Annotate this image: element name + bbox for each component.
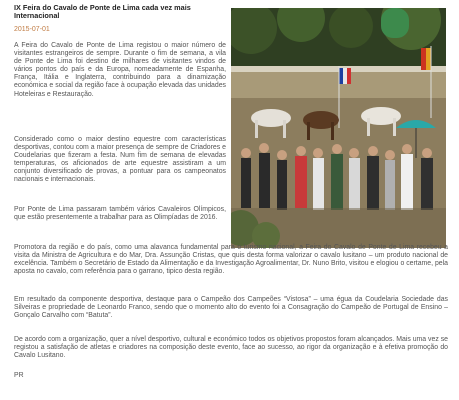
article-paragraph: Considerado como o maior destino equestre com características desportivas, contou com a maior presença de sempre de Criadores e Coudelarias que fizeram a festa. Num fim de semana de elevadas temperaturas, os aficionados de arte equestre assistiram a um conjunto diversificado de provas, a pontuar para os campeonatos nacionais e internacionais. — [14, 136, 226, 184]
article-title: IX Feira do Cavalo de Ponte de Lima cada vez mais Internacional — [14, 3, 191, 21]
article-date: 2015-07-01 — [14, 26, 50, 33]
article-paragraph: Por Ponte de Lima passaram também vários Cavaleiros Olímpicos, que estão presentemente a trabalhar para as Olimpíadas de 2016. — [14, 206, 226, 222]
horse-fair-photo — [231, 8, 446, 248]
article-paragraph: A Feira do Cavalo de Ponte de Lima registou o maior número de visitantes estrangeiros de sempre. Durante o fim de semana, a vila de Ponte de Lima foi destino de milhares de visitantes vindos de vários pontos do país e da Europa, nomeadamente de Espanha, França, Itália e Inglaterra, contribuindo para a dinamização económica e social da região face à ocupação elevada das unidades Hoteleiras e Restauração. — [14, 42, 226, 98]
article-paragraph: Em resultado da componente desportiva, destaque para o Campeão dos Campeões “Vistosa” – uma égua da Coudelaria Sociedade das Silveiras e propriedade de Leonardo Franco, sendo que o momento alto do evento foi a Consagração do Campeão de Portugal de Ensino – Gonçalo Carvalho com “Batuta”. — [14, 296, 448, 320]
article-signature: PR — [14, 372, 24, 379]
article-paragraph: Promotora da região e do país, como uma alavanca fundamental para o turismo nacional, a Feira do Cavalo de Ponte de Lima recebeu a visita da Ministra de Agricultura e do Mar, Dra. Assunção Cristas, que quis desta forma valorizar o cavalo lusitano – um produto nacional de excelência. Também o Secretário de Estado da Alimentação e da Investigação Agroalimentar, Dr. Nuno Brito, visitou e elogiou o certame, pela aposta no cavalo, com referência para o garrano, tipico desta região. — [14, 244, 448, 276]
article-photo — [231, 8, 446, 248]
article-paragraph: De acordo com a organização, quer a nível desportivo, cultural e económico todos os objetivos propostos foram alcançados. Mais uma vez se registou a satisfação de atletas e criadores na composição deste evento, face ao sucesso, ao rigor da organização e à efetiva promoção do Cavalo Lusitano. — [14, 336, 448, 360]
